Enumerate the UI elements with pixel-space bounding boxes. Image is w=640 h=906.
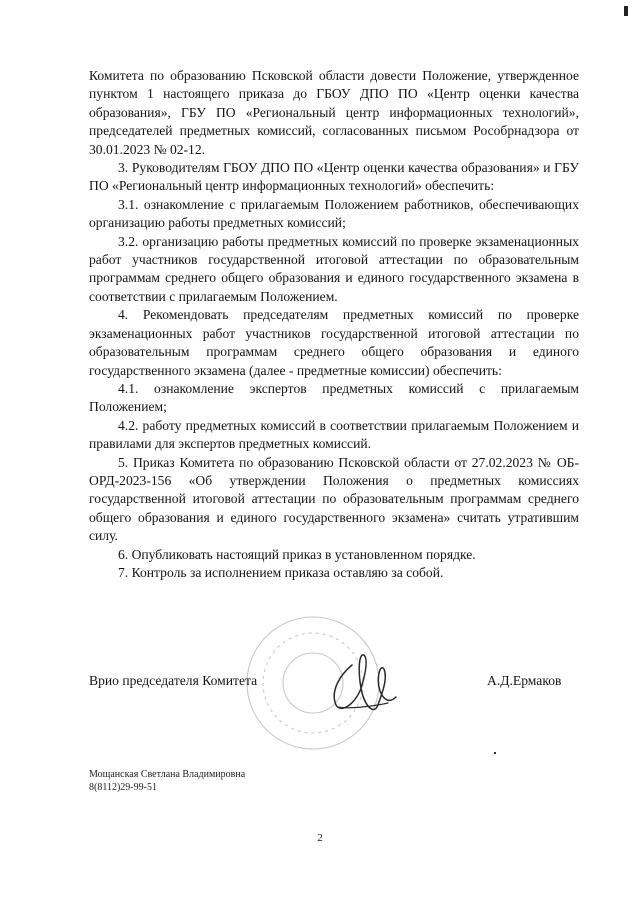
paragraph-item-4-1: 4.1. ознакомление экспертов предметных комиссий с прилагаемым Положением; bbox=[89, 380, 579, 415]
paragraph-continuation: Комитета по образованию Псковской области довести Положение, утвержденное пунктом 1 настоящего приказа до ГБОУ ДПО ПО «Центр оценки качества образования», ГБУ ПО «Региональный центр информационных технологий», председателей предметных комиссий, согласованных письмом Рособрнадзора от 30.01.2023 № 02-12. bbox=[89, 68, 579, 157]
document-body bbox=[89, 67, 579, 582]
page-number: 2 bbox=[317, 832, 323, 844]
paragraph-item-3-1: 3.1. ознакомление с прилагаемым Положением работников, обеспечивающих организацию работы предметных комиссий; bbox=[89, 196, 579, 231]
paragraph-item-6: 6. Опубликовать настоящий приказ в установленном порядке. bbox=[118, 546, 476, 562]
scan-speck bbox=[494, 752, 496, 754]
scan-mark bbox=[624, 6, 628, 16]
signature-block bbox=[89, 673, 579, 693]
executor-info bbox=[89, 768, 245, 794]
paragraph-item-4-2: 4.2. работу предметных комиссий в соответствии прилагаемым Положением и правилами для экспертов предметных комиссий. bbox=[89, 417, 579, 452]
signatory-title: Врио председателя Комитета bbox=[89, 673, 258, 688]
paragraph-item-5: 5. Приказ Комитета по образованию Псковской области от 27.02.2023 № ОБ-ОРД-2023-156 «Об утверждении Положения о предметных комиссиях государственной итоговой аттестации по образовательным программам среднего общего образования и единого государственного экзамена» считать утратившим силу. bbox=[89, 454, 579, 544]
executor-name: Мощанская Светлана Владимировна bbox=[89, 769, 246, 780]
paragraph-item-3: 3. Руководителям ГБОУ ДПО ПО «Центр оценки качества образования» и ГБУ ПО «Региональный центр информационных технологий» обеспечить: bbox=[89, 160, 579, 194]
signatory-name: А.Д.Ермаков bbox=[487, 673, 562, 688]
executor-phone: 8(8112)29-99-51 bbox=[89, 782, 157, 793]
paragraph-item-7: 7. Контроль за исполнением приказа оставляю за собой. bbox=[118, 564, 444, 580]
paragraph-item-4: 4. Рекомендовать председателям предметных комиссий по проверке экзаменационных работ участников государственной итоговой аттестации по образовательным программам среднего общего образования и единого государственного экзамена (далее - предметные комиссии) обеспечить: bbox=[89, 307, 579, 378]
paragraph-item-3-2: 3.2. организацию работы предметных комиссий по проверке экзаменационных работ участников государственной итоговой аттестации по образовательным программам среднего общего образования и единого государственного экзамена в соответствии с прилагаемым Положением. bbox=[89, 233, 579, 304]
